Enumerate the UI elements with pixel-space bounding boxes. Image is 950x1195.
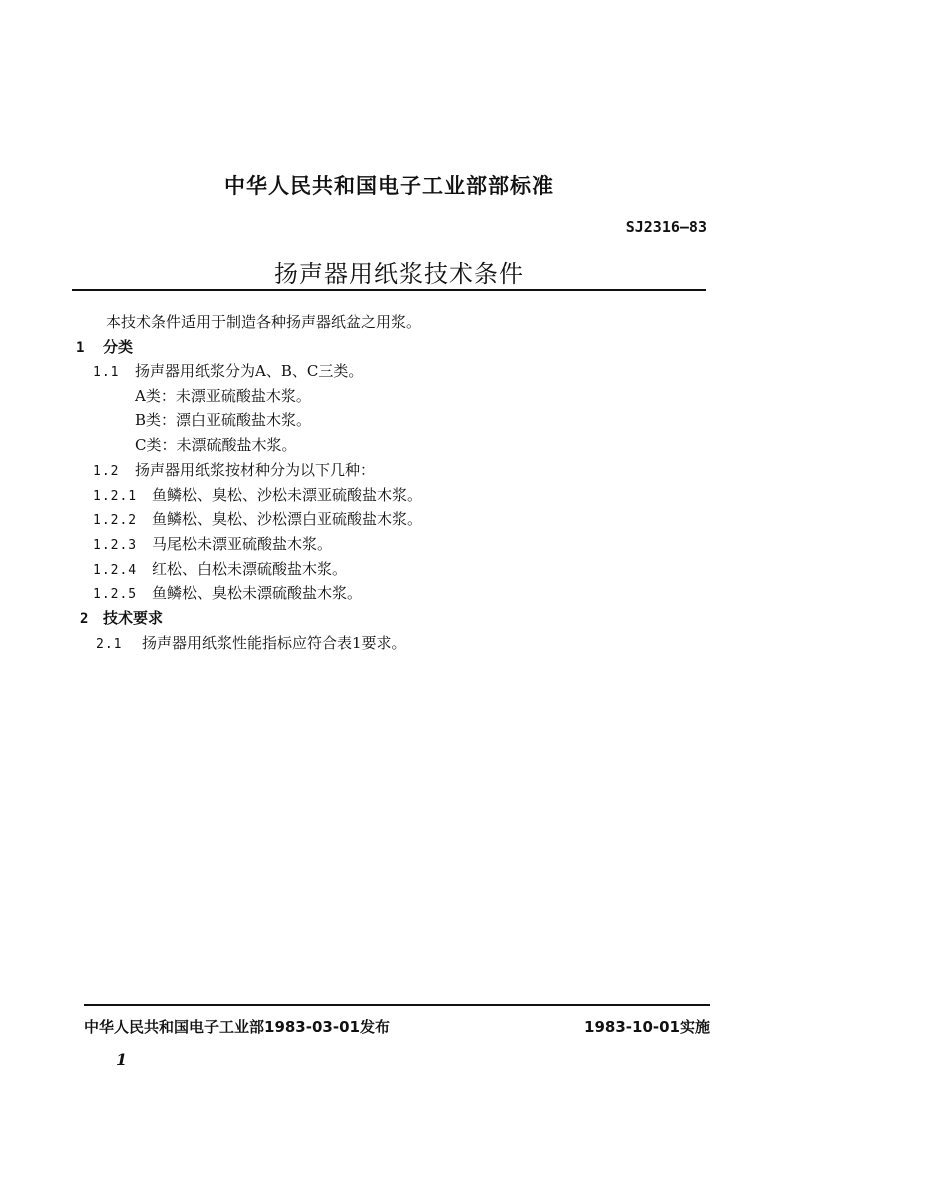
clause-number: 1.2.5 [93, 587, 138, 602]
clause-1-2-4 [93, 559, 347, 581]
clause-text: 扬声器用纸浆性能指标应符合表1要求。 [142, 634, 407, 652]
clause-text: 扬声器用纸浆分为A、B、C三类。 [135, 362, 364, 380]
clause-text: 扬声器用纸浆按材种分为以下几种： [135, 461, 376, 479]
clause-text: 马尾松未漂亚硫酸盐木浆。 [152, 535, 333, 553]
clause-1-2-2 [93, 509, 422, 531]
document-title: 扬声器用纸浆技术条件 [274, 260, 524, 288]
clause-text: 鱼鳞松、臭松、沙松未漂亚硫酸盐木浆。 [152, 486, 423, 504]
footer-divider [84, 1004, 710, 1006]
clause-text: 鱼鳞松、臭松未漂硫酸盐木浆。 [152, 584, 363, 602]
effective-date-line: 1983-10-01实施 [584, 1018, 710, 1036]
clause-text: 鱼鳞松、臭松、沙松漂白亚硫酸盐木浆。 [152, 510, 423, 528]
section-title: 分类 [103, 338, 134, 356]
section-heading-1 [76, 337, 133, 358]
clause-text: 红松、白松未漂硫酸盐木浆。 [152, 560, 348, 578]
class-a-definition: A类：未漂亚硫酸盐木浆。 [135, 387, 311, 405]
intro-paragraph: 本技术条件适用于制造各种扬声器纸盆之用浆。 [106, 313, 422, 331]
clause-number: 1.2.3 [93, 538, 138, 553]
issuing-authority-title: 中华人民共和国电子工业部部标准 [224, 174, 554, 198]
issue-date-line: 中华人民共和国电子工业部1983-03-01发布 [84, 1018, 390, 1036]
clause-1-1 [93, 361, 363, 383]
clause-1-2-5 [93, 583, 362, 605]
section-number: 1 [76, 340, 86, 356]
clause-number: 1.2.1 [93, 489, 138, 504]
standard-number: SJ2316—83 [625, 218, 707, 236]
clause-1-2-3 [93, 534, 332, 556]
clause-number: 1.2.4 [93, 563, 138, 578]
clause-number: 1.2 [93, 464, 120, 479]
section-number: 2 [80, 611, 90, 627]
clause-1-2-1 [93, 485, 422, 507]
clause-number: 1.2.2 [93, 513, 138, 528]
title-divider [72, 289, 706, 291]
clause-number: 2.1 [96, 637, 123, 652]
page-number: 1 [116, 1050, 128, 1069]
clause-1-2 [93, 460, 375, 482]
class-b-definition: B类：漂白亚硫酸盐木浆。 [135, 411, 312, 429]
class-c-definition: C类：未漂硫酸盐木浆。 [135, 436, 297, 454]
section-title: 技术要求 [103, 609, 164, 627]
section-heading-2 [80, 608, 163, 629]
clause-2-1 [96, 633, 407, 655]
clause-number: 1.1 [93, 365, 120, 380]
